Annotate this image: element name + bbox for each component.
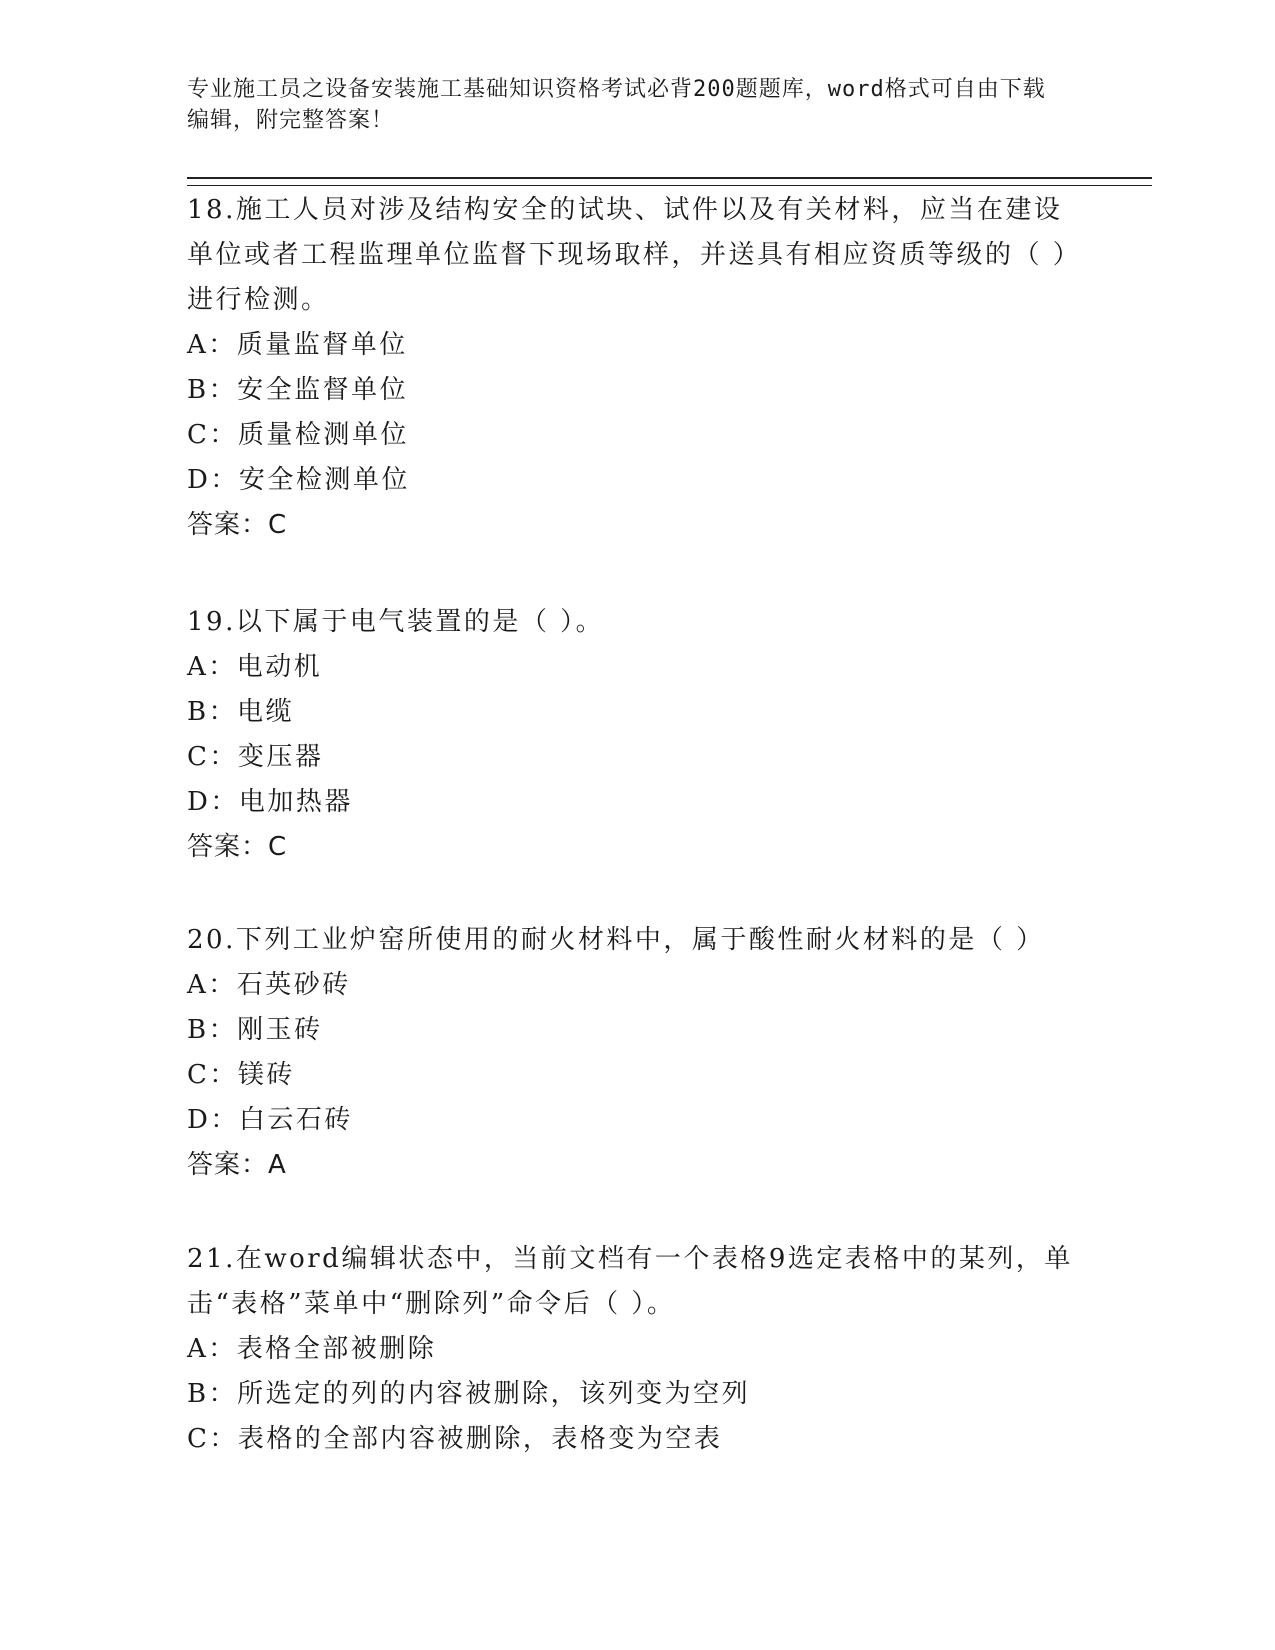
answer-line: 答案：C	[187, 510, 288, 540]
option-d: D：电加热器	[187, 787, 353, 817]
question-stem: 18.施工人员对涉及结构安全的试块、试件以及有关材料，应当在建设单位或者工程监理单位监督下现场取样，并送具有相应资质等级的（ ）进行检测。	[187, 195, 1069, 315]
header-divider	[187, 177, 1152, 186]
option-b: B：电缆	[187, 697, 295, 727]
option-c: C：变压器	[187, 742, 324, 772]
document-header: 专业施工员之设备安装施工基础知识资格考试必背200题题库，word格式可自由下载编辑，附完整答案！	[187, 77, 1046, 133]
option-d: D：白云石砖	[187, 1105, 353, 1135]
question-stem: 20.下列工业炉窑所使用的耐火材料中，属于酸性耐火材料的是（ ）	[187, 925, 1045, 955]
option-b: B：安全监督单位	[187, 375, 409, 405]
option-c: C：镁砖	[187, 1060, 295, 1090]
answer-line: 答案：C	[187, 832, 288, 862]
question-stem: 21.在word编辑状态中，当前文档有一个表格9选定表格中的某列，单击“表格”菜单中“删除列”命令后（ ）。	[187, 1244, 1073, 1319]
question-stem: 19.以下属于电气装置的是（ ）。	[187, 607, 605, 637]
question-21	[187, 1237, 1077, 1462]
option-a: A：表格全部被删除	[187, 1334, 437, 1364]
option-d: D：安全检测单位	[187, 465, 410, 495]
question-19	[187, 600, 1077, 870]
option-a: A：电动机	[187, 652, 323, 682]
option-a: A：质量监督单位	[187, 330, 408, 360]
option-a: A：石英砂砖	[187, 970, 351, 1000]
option-c: C：质量检测单位	[187, 420, 409, 450]
option-b: B：所选定的列的内容被删除，该列变为空列	[187, 1379, 751, 1409]
question-20	[187, 918, 1077, 1188]
option-c: C：表格的全部内容被删除，表格变为空表	[187, 1424, 723, 1454]
answer-line: 答案：A	[187, 1150, 287, 1180]
question-18	[187, 188, 1077, 548]
option-b: B：刚玉砖	[187, 1015, 323, 1045]
